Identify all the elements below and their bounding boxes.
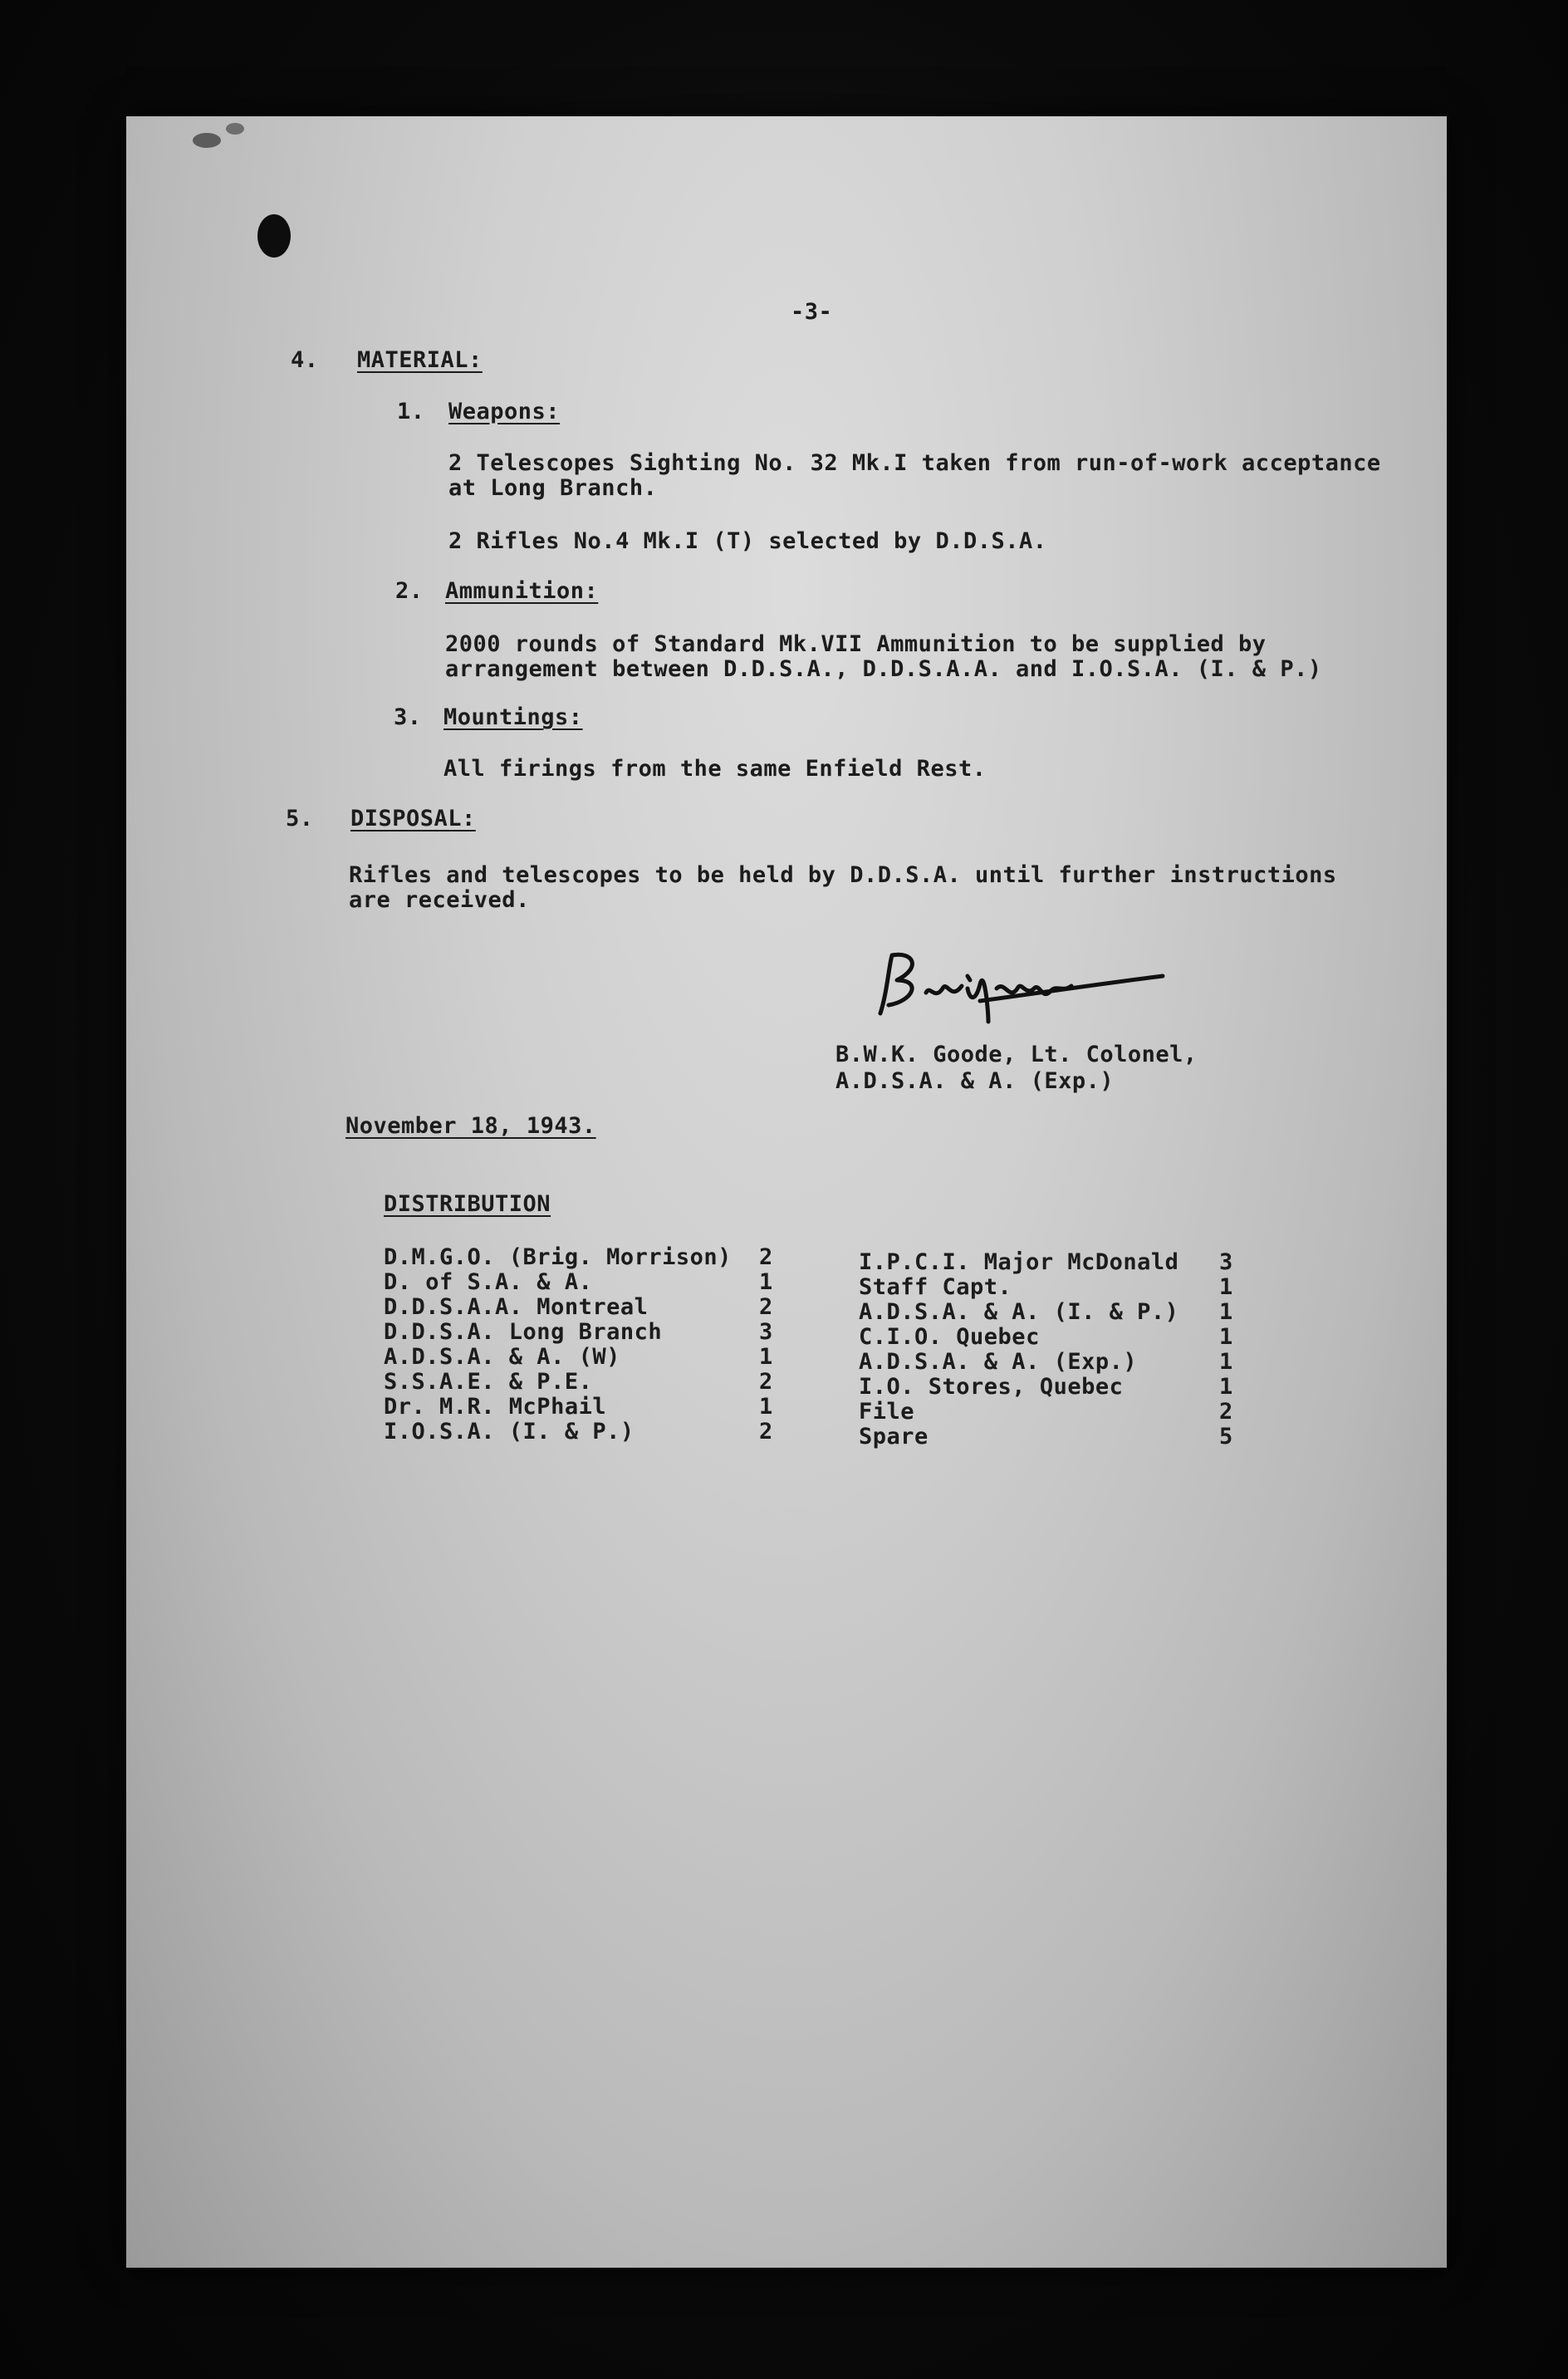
distribution-count: 1 bbox=[1219, 1349, 1233, 1375]
distribution-recipient: Staff Capt. bbox=[859, 1274, 1012, 1300]
section-number: 5. bbox=[286, 806, 314, 831]
distribution-count: 5 bbox=[1219, 1424, 1233, 1449]
signatory-name: B.W.K. Goode, Lt. Colonel, bbox=[835, 1042, 1198, 1067]
subsection-heading: Weapons: bbox=[448, 399, 561, 424]
distribution-count: 1 bbox=[1219, 1274, 1233, 1300]
page-number: -3- bbox=[791, 299, 833, 325]
distribution-recipient: File bbox=[859, 1399, 915, 1425]
distribution-count: 3 bbox=[759, 1319, 773, 1345]
body-text: 2 Rifles No.4 Mk.I (T) selected by D.D.S.A. bbox=[448, 528, 1047, 554]
subsection-heading: Mountings: bbox=[443, 704, 583, 730]
ink-stain bbox=[257, 214, 291, 258]
handwritten-signature bbox=[864, 943, 1179, 1034]
ink-stain bbox=[226, 123, 244, 135]
distribution-recipient: Dr. M.R. McPhail bbox=[384, 1394, 607, 1420]
distribution-count: 1 bbox=[759, 1344, 773, 1370]
distribution-heading: DISTRIBUTION bbox=[384, 1191, 551, 1217]
body-text: at Long Branch. bbox=[448, 475, 658, 501]
body-text: 2 Telescopes Sighting No. 32 Mk.I taken from run-of-work acceptance bbox=[448, 450, 1381, 476]
distribution-recipient: I.P.C.I. Major McDonald bbox=[859, 1249, 1179, 1275]
distribution-count: 1 bbox=[1219, 1324, 1233, 1350]
distribution-count: 1 bbox=[1219, 1374, 1233, 1400]
distribution-count: 2 bbox=[759, 1294, 773, 1320]
distribution-count: 3 bbox=[1219, 1249, 1233, 1275]
document-date: November 18, 1943. bbox=[345, 1113, 596, 1139]
distribution-recipient: D.M.G.O. (Brig. Morrison) bbox=[384, 1244, 732, 1270]
body-text: are received. bbox=[349, 887, 530, 913]
distribution-count: 2 bbox=[759, 1244, 773, 1270]
distribution-recipient: A.D.S.A. & A. (Exp.) bbox=[859, 1349, 1138, 1375]
body-text: 2000 rounds of Standard Mk.VII Ammunition to be supplied by bbox=[445, 631, 1267, 657]
distribution-count: 1 bbox=[1219, 1299, 1233, 1325]
distribution-recipient: Spare bbox=[859, 1424, 929, 1449]
distribution-recipient: S.S.A.E. & P.E. bbox=[384, 1369, 593, 1395]
document-page bbox=[126, 116, 1447, 2268]
signatory-title: A.D.S.A. & A. (Exp.) bbox=[835, 1068, 1115, 1094]
distribution-recipient: I.O.S.A. (I. & P.) bbox=[384, 1419, 635, 1445]
distribution-count: 2 bbox=[1219, 1399, 1233, 1425]
distribution-count: 2 bbox=[759, 1369, 773, 1395]
distribution-count: 1 bbox=[759, 1269, 773, 1295]
distribution-recipient: C.I.O. Quebec bbox=[859, 1324, 1040, 1350]
subsection-number: 3. bbox=[394, 704, 422, 730]
distribution-recipient: D.D.S.A.A. Montreal bbox=[384, 1294, 649, 1320]
section-heading: DISPOSAL: bbox=[350, 806, 476, 831]
ink-stain bbox=[193, 133, 221, 148]
subsection-number: 1. bbox=[397, 399, 425, 424]
body-text: Rifles and telescopes to be held by D.D.S.A. until further instructions bbox=[349, 862, 1337, 888]
section-heading: MATERIAL: bbox=[357, 347, 483, 373]
distribution-recipient: A.D.S.A. & A. (I. & P.) bbox=[859, 1299, 1179, 1325]
subsection-number: 2. bbox=[395, 578, 424, 604]
distribution-count: 1 bbox=[759, 1394, 773, 1420]
body-text: arrangement between D.D.S.A., D.D.S.A.A. and I.O.S.A. (I. & P.) bbox=[445, 656, 1322, 682]
distribution-recipient: I.O. Stores, Quebec bbox=[859, 1374, 1124, 1400]
distribution-recipient: D.D.S.A. Long Branch bbox=[384, 1319, 663, 1345]
body-text: All firings from the same Enfield Rest. bbox=[443, 756, 987, 782]
distribution-recipient: A.D.S.A. & A. (W) bbox=[384, 1344, 620, 1370]
section-number: 4. bbox=[291, 347, 319, 373]
subsection-heading: Ammunition: bbox=[445, 578, 599, 604]
distribution-count: 2 bbox=[759, 1419, 773, 1445]
distribution-recipient: D. of S.A. & A. bbox=[384, 1269, 593, 1295]
